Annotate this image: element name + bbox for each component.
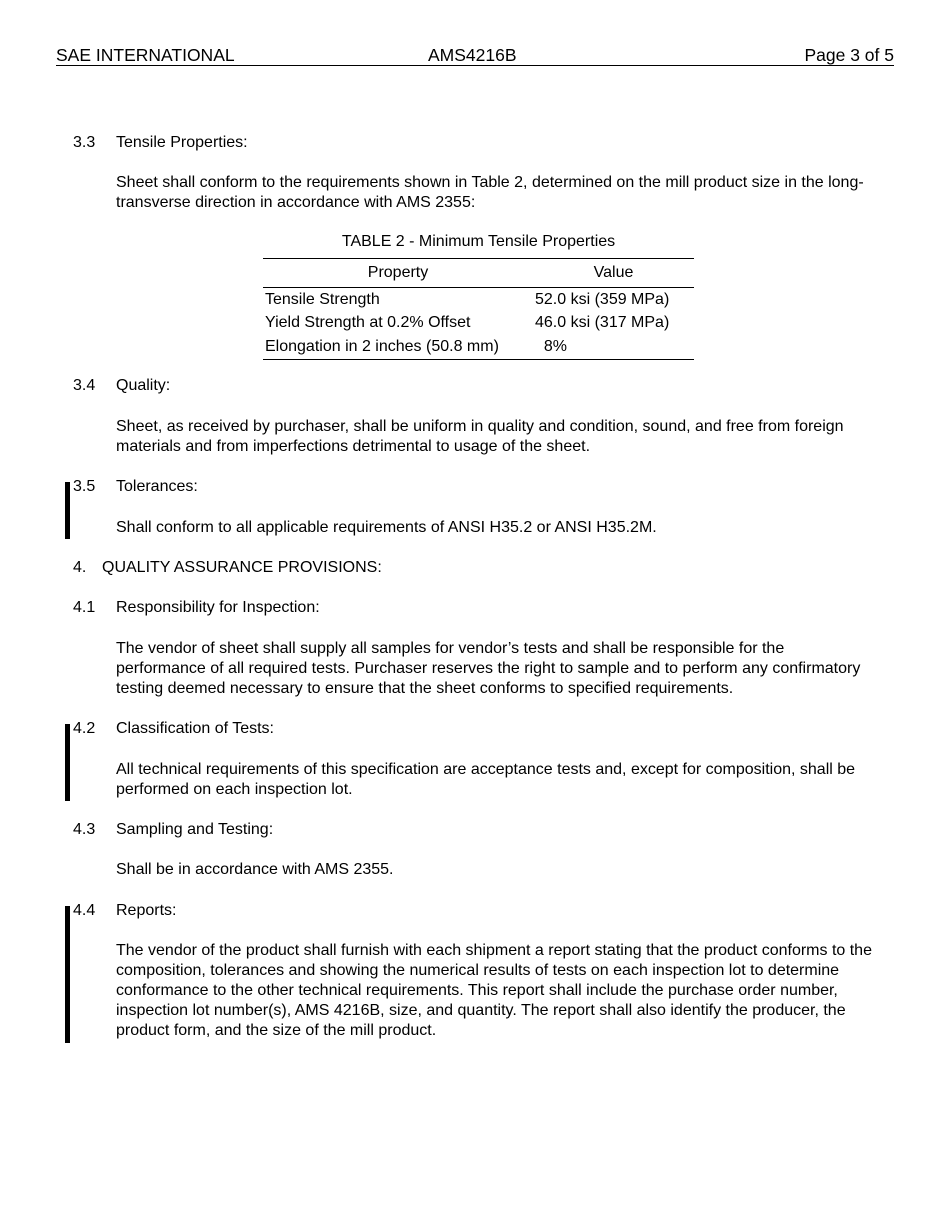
table-row <box>263 288 694 312</box>
section-body-3-3: Sheet shall conform to the requirements shown in Table 2, determined on the mill product size in the long-transverse direction in accordance with AMS 2355: <box>116 174 864 211</box>
section-title-4-1: Responsibility for Inspection: <box>116 599 320 616</box>
header-doc-number: AMS4216B <box>428 45 517 65</box>
table-cell-value: 52.0 ksi (359 MPa) <box>535 290 670 308</box>
section-number-4-2: 4.2 <box>73 720 96 737</box>
section-title-3-4: Quality: <box>116 377 171 394</box>
table-cell-value: 46.0 ksi (317 MPa) <box>535 314 670 332</box>
table-cell-value: 8% <box>533 335 694 359</box>
section-body-4-4: The vendor of the product shall furnish with each shipment a report stating that the product conforms to the composition, tolerances and showing the numerical results of tests on each inspection lot to determine conformance to the other technical requirements. This report shall include the purchase order number, inspection lot number(s), AMS 4216B, size, and quantity. The report shall also identify the producer, the product form, and the size of the mill product. <box>116 942 872 1039</box>
table-cell-property: Yield Strength at 0.2% Offset <box>265 314 471 332</box>
revision-bar <box>65 906 70 1043</box>
section-number-4-3: 4.3 <box>73 821 96 838</box>
section-title-4-2: Classification of Tests: <box>116 720 274 737</box>
table-row <box>263 312 694 336</box>
section-number-4: 4. <box>73 559 87 576</box>
section-title-3-5: Tolerances: <box>116 478 198 495</box>
section-body-3-4: Sheet, as received by purchaser, shall be uniform in quality and condition, sound, and free from foreign materials and from imperfections detrimental to usage of the sheet. <box>116 418 844 455</box>
header-org: SAE INTERNATIONAL <box>56 45 235 65</box>
table-cell-property: Tensile Strength <box>265 290 380 308</box>
page-header <box>56 45 894 66</box>
section-title-4: QUALITY ASSURANCE PROVISIONS: <box>102 559 382 576</box>
table-2 <box>263 258 694 360</box>
section-body-3-5: Shall conform to all applicable requirements of ANSI H35.2 or ANSI H35.2M. <box>116 519 657 536</box>
section-number-3-5: 3.5 <box>73 478 96 495</box>
table-row <box>263 335 694 359</box>
revision-bar <box>65 482 70 539</box>
section-number-4-1: 4.1 <box>73 599 96 616</box>
section-body-4-3: Shall be in accordance with AMS 2355. <box>116 861 394 878</box>
section-number-3-3: 3.3 <box>73 134 96 151</box>
section-body-4-2: All technical requirements of this specification are acceptance tests and, except for composition, shall be performed on each inspection lot. <box>116 761 856 798</box>
table-header-property: Property <box>263 259 533 288</box>
section-number-4-4: 4.4 <box>73 902 96 919</box>
section-title-4-3: Sampling and Testing: <box>116 821 274 838</box>
table-2-caption: TABLE 2 - Minimum Tensile Properties <box>341 233 616 250</box>
table-header-value: Value <box>533 259 694 288</box>
section-heading-4 <box>73 558 382 578</box>
section-title-3-3: Tensile Properties: <box>116 134 248 151</box>
header-page-number: Page 3 of 5 <box>804 45 894 65</box>
table-cell-property: Elongation in 2 inches (50.8 mm) <box>263 335 533 359</box>
section-body-4-1: The vendor of sheet shall supply all samples for vendor’s tests and shall be responsible for the performance of all required tests. Purchaser reserves the right to sample and to perform any confirmatory testing deemed necessary to ensure that the sheet conforms to specified requirements. <box>116 640 861 697</box>
revision-bar <box>65 724 70 801</box>
section-title-4-4: Reports: <box>116 902 177 919</box>
section-number-3-4: 3.4 <box>73 377 96 394</box>
